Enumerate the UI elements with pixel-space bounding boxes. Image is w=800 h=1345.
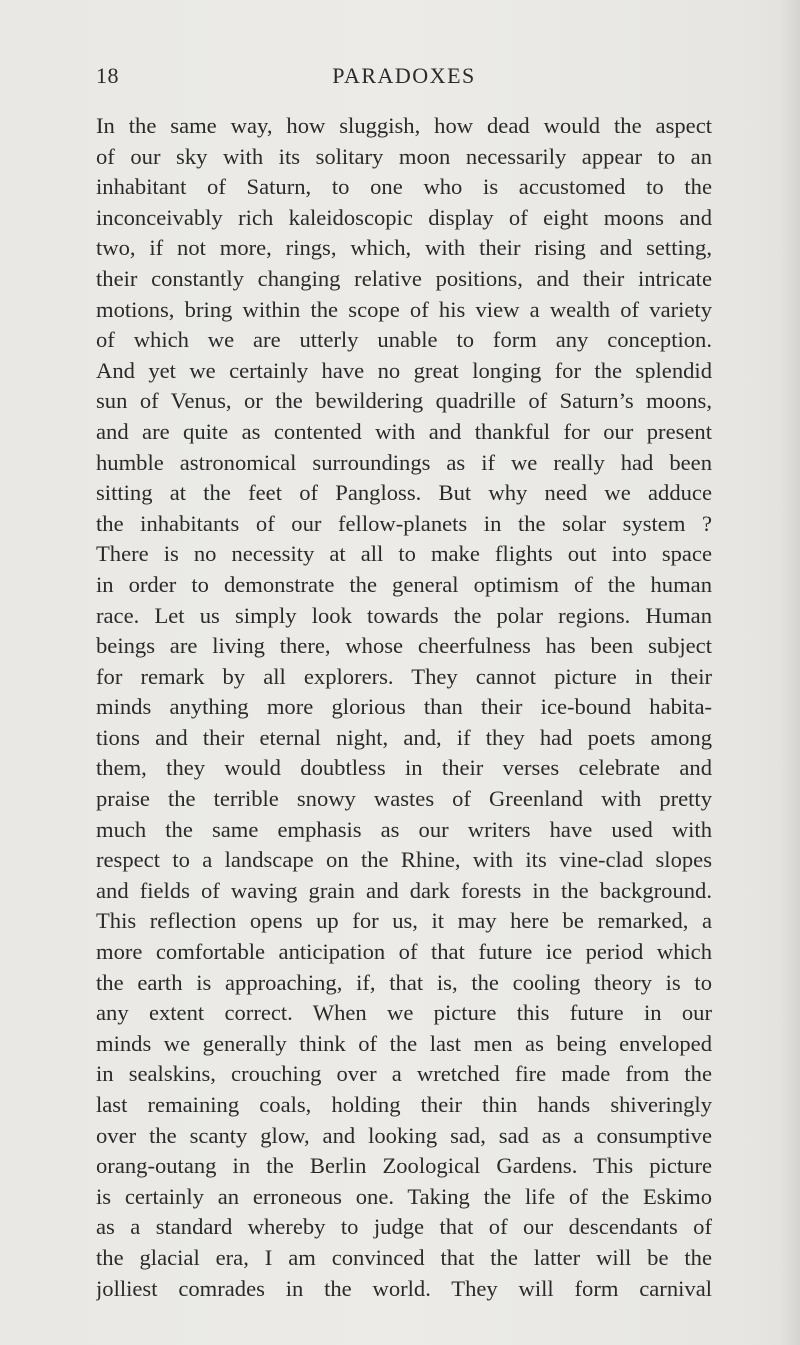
text-line: two, if not more, rings, which, with their rising and setting, bbox=[96, 235, 712, 261]
page-number: 18 bbox=[96, 63, 119, 88]
text-line: And yet we certainly have no great longing for the splendid bbox=[96, 357, 712, 383]
text-line: them, they would doubtless in their verses celebrate and bbox=[96, 755, 712, 781]
text-line: the earth is approaching, if, that is, the cooling theory is to bbox=[96, 969, 712, 995]
text-line: respect to a landscape on the Rhine, with its vine-clad slopes bbox=[96, 847, 712, 873]
text-line: beings are living there, whose cheerfulness has been subject bbox=[96, 633, 712, 659]
text-line: humble astronomical surroundings as if we really had been bbox=[96, 449, 712, 475]
text-line: minds we generally think of the last men as being enveloped bbox=[96, 1030, 712, 1056]
text-line: sitting at the feet of Pangloss. But why need we adduce bbox=[96, 480, 712, 506]
text-line: last remaining coals, holding their thin hands shiveringly bbox=[96, 1092, 712, 1117]
text-line: sun of Venus, or the bewildering quadrille of Saturn’s moons, bbox=[96, 388, 712, 414]
text-line: for remark by all explorers. They cannot picture in their bbox=[96, 663, 712, 689]
text-line: In the same way, how sluggish, how dead would the aspect bbox=[96, 113, 712, 138]
text-line: This reflection opens up for us, it may here be remarked, a bbox=[96, 908, 712, 934]
text-line: of our sky with its solitary moon necessarily appear to an bbox=[96, 143, 712, 169]
text-line: and are quite as contented with and thankful for our present bbox=[96, 418, 712, 444]
text-line: of which we are utterly unable to form any conception. bbox=[96, 327, 712, 353]
text-line: orang-outang in the Berlin Zoological Gardens. This picture bbox=[96, 1153, 712, 1179]
text-line: the glacial era, I am convinced that the latter will be the bbox=[96, 1244, 712, 1270]
text-line: minds anything more glorious than their ice-bound habita- bbox=[96, 694, 712, 720]
text-line: much the same emphasis as our writers have used with bbox=[96, 816, 712, 842]
body-text bbox=[96, 111, 712, 1304]
text-line: as a standard whereby to judge that of our descendants of bbox=[96, 1214, 712, 1240]
text-line: race. Let us simply look towards the polar regions. Human bbox=[96, 602, 712, 628]
text-line: inhabitant of Saturn, to one who is accustomed to the bbox=[96, 174, 712, 200]
text-line: is certainly an erroneous one. Taking the life of the Eskimo bbox=[96, 1183, 712, 1209]
page-header bbox=[96, 63, 712, 99]
text-line: praise the terrible snowy wastes of Greenland with pretty bbox=[96, 786, 712, 812]
text-line: and fields of waving grain and dark forests in the background. bbox=[96, 877, 712, 903]
page-edge-shadow bbox=[780, 0, 800, 1345]
running-title: PARADOXES bbox=[332, 63, 476, 88]
text-line: motions, bring within the scope of his view a wealth of variety bbox=[96, 296, 712, 322]
text-line: more comfortable anticipation of that future ice period which bbox=[96, 939, 712, 965]
text-line: inconceivably rich kaleidoscopic display of eight moons and bbox=[96, 204, 712, 230]
text-line: tions and their eternal night, and, if they had poets among bbox=[96, 724, 712, 750]
text-line: the inhabitants of our fellow-planets in the solar system ? bbox=[96, 510, 712, 536]
text-line: over the scanty glow, and looking sad, sad as a consumptive bbox=[96, 1122, 712, 1148]
text-line: their constantly changing relative positions, and their intricate bbox=[96, 265, 712, 291]
text-line: any extent correct. When we picture this future in our bbox=[96, 1000, 712, 1026]
text-line: jolliest comrades in the world. They will form carnival bbox=[96, 1275, 712, 1301]
text-line: in order to demonstrate the general optimism of the human bbox=[96, 571, 712, 597]
text-line: in sealskins, crouching over a wretched fire made from the bbox=[96, 1061, 712, 1087]
text-line: There is no necessity at all to make flights out into space bbox=[96, 541, 712, 567]
